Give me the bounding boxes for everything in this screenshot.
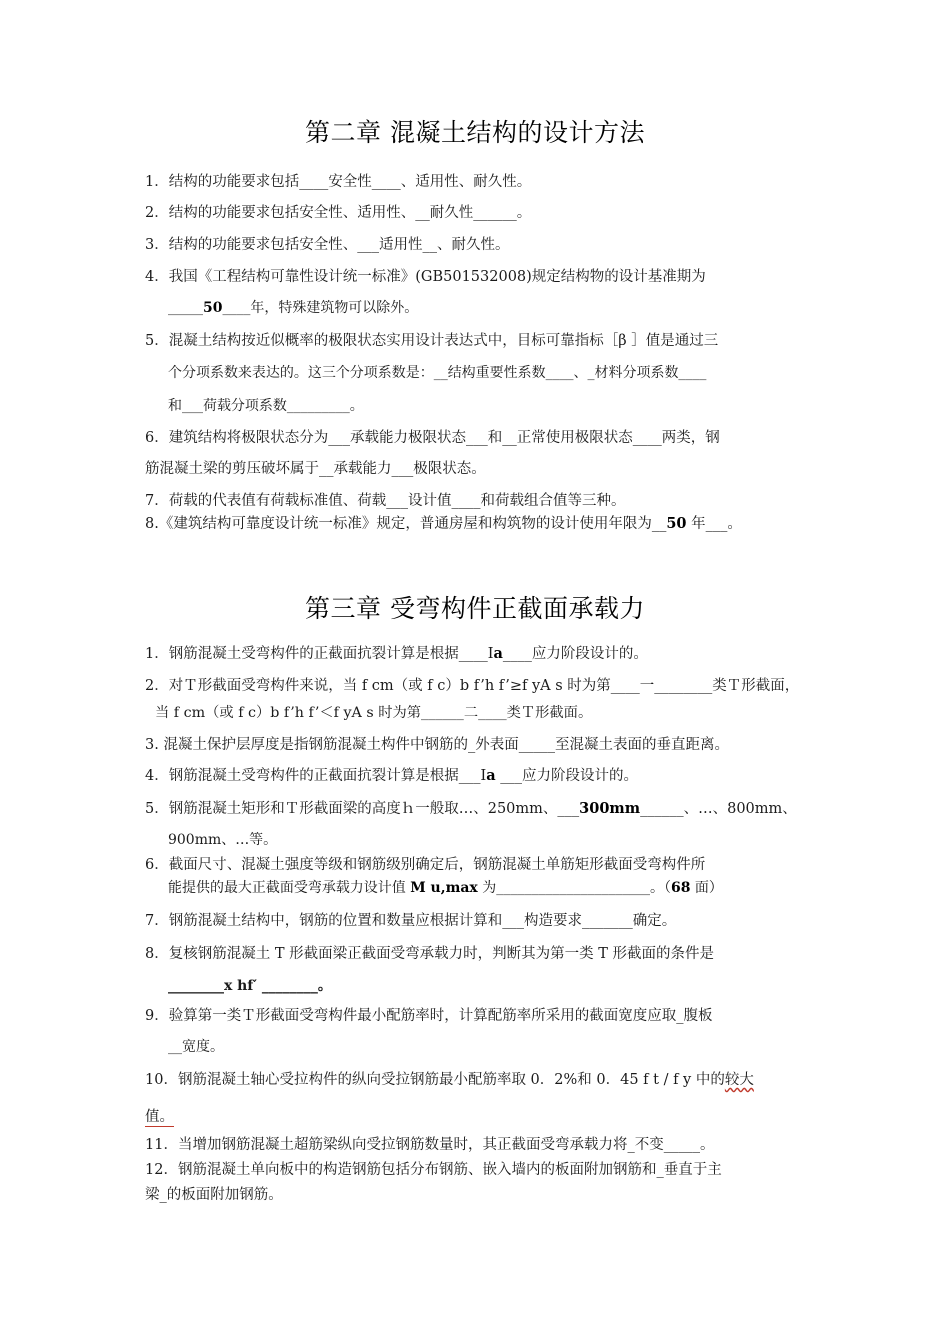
text-span: 能提供的最大正截面受弯承载力设计值 <box>168 880 411 896</box>
ch3-item-9-line-1: 9．验算第一类Ｔ形截面受弯构件最小配筋率时，计算配筋率所采用的截面宽度应取_腹板 <box>145 1008 713 1024</box>
ch2-item-3: 3．结构的功能要求包括安全性、___适用性__、耐久性。 <box>145 237 510 253</box>
ch2-item-5-line-3: 和___荷载分项系数_________。 <box>168 398 364 414</box>
chapter-3-title: 第三章 受弯构件正截面承载力 <box>305 594 645 623</box>
ch3-item-12-line-1: 12．钢筋混凝土单向板中的构造钢筋包括分布钢筋、嵌入墙内的板面附加钢筋和_垂直于主 <box>145 1162 722 1178</box>
ch3-item-1 <box>145 644 810 664</box>
bold-answer: a <box>493 645 503 662</box>
ch3-item-9-line-2: __宽度。 <box>168 1039 224 1055</box>
ch3-item-2-line-1: 2．对Ｔ形截面受弯构件来说，当 f cm（或 f c）b f’h f’≥f yA s 时为第____一________类Ｔ形截面， <box>145 678 800 694</box>
text-span: ______、…、800mm、 <box>640 801 797 817</box>
bold-answer: 300mm <box>579 800 641 817</box>
text-span: ____年，特殊建筑物可以除外。 <box>222 300 419 316</box>
ch2-item-4-line-2 <box>168 298 833 318</box>
ch3-item-5-line-1 <box>145 799 810 819</box>
ch2-item-4-line-1: 4．我国《工程结构可靠性设计统一标准》(GB501532008)规定结构物的设计基准期为 <box>145 269 706 285</box>
text-span: 为______________________。（ <box>477 880 672 896</box>
text-span: ____应力阶段设计的。 <box>502 646 648 662</box>
text-span: _____ <box>168 300 203 316</box>
ch3-item-3: 3. 混凝土保护层厚度是指钢筋混凝土构件中钢筋的_外表面_____至混凝土表面的垂直距离。 <box>145 737 729 753</box>
ch2-item-5-line-1: 5．混凝土结构按近似概率的极限状态实用设计表达式中，目标可靠指标［β ］值是通过三 <box>145 333 719 349</box>
text-span: 10．钢筋混凝土轴心受拉构件的纵向受拉钢筋最小配筋率取 0．2%和 0．45 f t / f y 中的 <box>145 1072 725 1088</box>
ch3-item-10-line-1 <box>145 1070 810 1090</box>
ch3-item-8-line-2: ________x hf′ ________。 <box>168 978 332 994</box>
ch3-item-11: 11．当增加钢筋混凝土超筋梁纵向受拉钢筋数量时，其正截面受弯承载力将_不变_____。 <box>145 1137 715 1153</box>
marked-text: 值。 <box>145 1109 174 1125</box>
bold-answer: 50 <box>202 300 223 316</box>
text-span: 年___。 <box>686 516 742 532</box>
chapter-2-title: 第二章 混凝土结构的设计方法 <box>305 118 645 147</box>
ch2-item-6-line-2: 筋混凝土梁的剪压破坏属于__承载能力___极限状态。 <box>145 461 486 477</box>
ch3-item-10-line-2 <box>145 1107 810 1127</box>
text-span: 8.《建筑结构可靠度设计统一标准》规定，普通房屋和构筑物的设计使用年限为__ <box>145 516 667 532</box>
ch2-item-6-line-1: 6．建筑结构将极限状态分为___承载能力极限状态___和__正常使用极限状态____两类，钢 <box>145 430 720 446</box>
marked-text: 较大 <box>724 1072 754 1088</box>
ch3-item-8-line-1: 8．复核钢筋混凝土 T 形截面梁正截面受弯承载力时，判断其为第一类 T 形截面的条件是 <box>145 946 715 962</box>
ch2-item-5-line-2: 个分项系数来表达的。这三个分项系数是：__结构重要性系数____、_材料分项系数____ <box>168 365 707 381</box>
ch2-item-8 <box>145 514 810 534</box>
text-span: 5．钢筋混凝土矩形和Ｔ形截面梁的高度ｈ一般取…、250mm、___ <box>145 801 580 817</box>
ch3-item-7: 7．钢筋混凝土结构中，钢筋的位置和数量应根据计算和___构造要求_______确定。 <box>145 913 677 929</box>
bold-answer: 50 <box>666 515 687 532</box>
text-span: ___应力阶段设计的。 <box>495 768 638 784</box>
ch3-item-5-line-2: 900mm、…等。 <box>168 832 278 848</box>
ch3-item-6-line-2 <box>168 878 833 898</box>
text-span: 1．钢筋混凝土受弯构件的正截面抗裂计算是根据____Ⅰ <box>145 646 494 662</box>
ch2-item-2: 2．结构的功能要求包括安全性、适用性、__耐久性______。 <box>145 205 532 221</box>
ch3-item-6-line-1: 6．截面尺寸、混凝土强度等级和钢筋级别确定后，钢筋混凝土单筋矩形截面受弯构件所 <box>145 857 706 873</box>
text-span: 面） <box>690 880 723 896</box>
ch3-item-2-line-2: 当 f cm（或 f c）b f’h f’＜f yA s 时为第______二____类Ｔ形截面。 <box>155 705 593 721</box>
bold-answer: a <box>486 767 496 784</box>
text-span: 4．钢筋混凝土受弯构件的正截面抗裂计算是根据___Ⅰ <box>145 768 487 784</box>
ch2-item-1: 1．结构的功能要求包括____安全性____、适用性、耐久性。 <box>145 174 532 190</box>
bold-answer: M u,max <box>410 880 478 896</box>
ch3-item-12-line-2: 梁_的板面附加钢筋。 <box>145 1187 283 1203</box>
bold-answer: 68 <box>671 880 691 896</box>
ch2-item-7: 7．荷载的代表值有荷载标准值、荷载___设计值____和荷载组合值等三种。 <box>145 493 626 509</box>
ch3-item-4 <box>145 766 810 786</box>
